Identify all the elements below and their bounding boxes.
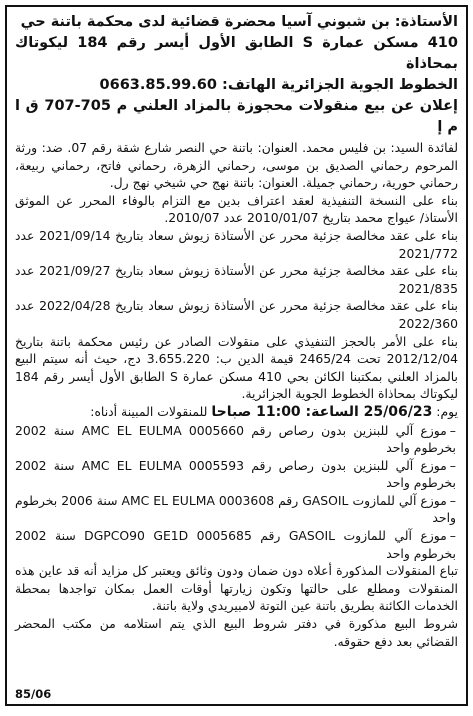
header-line-1: الأستاذة: بن شبوني آسيا محضرة قضائية لدى محكمة باتنة حي	[20, 14, 458, 30]
basis-paragraph-2: بناء على عقد مخالصة جزئية محرر عن الأستاذة زيوش سعاد بتاريخ 2021/09/14 عدد 2021/772	[15, 227, 459, 261]
header-line-3	[15, 75, 458, 96]
header-line-2: 410 مسكن عمارة S الطابق الأول أيسر رقم 184 ليكوتاك بمحاذاة	[15, 35, 458, 72]
items-list	[15, 422, 458, 563]
closing-paragraph-2: شروط البيع مذكورة في دفتر شروط البيع الذي يتم استلامه من مكتب المحضر القضائي بعد دفع حقوقه.	[15, 616, 458, 649]
list-item: –موزع آلي للبنزين بدون رصاص رقم AMC EL EULMA 0005593 سنة 2002 بخرطوم واحد	[15, 457, 456, 491]
sale-date-suffix: للمنقولات المبينة أدناه:	[90, 403, 208, 419]
sale-date-value: 25/06/23 الساعة: 11:00 صباحا	[211, 403, 433, 420]
footer-reference: 85/06	[15, 687, 52, 701]
addressee-paragraph: لفائدة السيد: بن فليس محمد. العنوان: باتنة حي النصر شارع شقة رقم 07. ضد: ورثة المرحوم رحماني الصديق بن موسى، رحماني الزهرة، رحماني فاتح، رحماني ربيعة، رحماني حورية، رحماني جميلة. العنوان: باتنة نهج حي شيخي نهج رل.	[15, 140, 458, 191]
order-paragraph: بناء على الأمر بالحجز التنفيذي على منقولات الصادر عن رئيس محكمة باتنة بتاريخ 2012/12/04 تحت 2465/24 قيمة الدين ب: 3.655.220 دج، حيث أنه سيتم البيع بالمزاد العلني بمكتبنا الكائن بحي 410 مسكن عمارة S الطابق الأول أيسر رقم 184 ليكوتاك بمحاذاة الخطوط الجوية الجزائرية.	[15, 333, 458, 402]
list-item: –موزع آلي للمازوت GASOIL رقم 0005685 DGPCO90 GE1D سنة 2002 بخرطوم واحد	[15, 528, 456, 561]
basis-paragraph-4: بناء على عقد مخالصة جزئية محرر عن الأستاذة زيوش سعاد بتاريخ 2022/04/28 عدد 2022/360	[15, 298, 459, 331]
basis-paragraph-3: بناء على عقد مخالصة جزئية محرر عن الأستاذة زيوش سعاد بتاريخ 2021/09/27 عدد 2021/835	[15, 263, 459, 296]
sale-date-prefix: يوم:	[436, 403, 458, 419]
legal-notice	[5, 5, 468, 706]
sale-date-line	[15, 403, 458, 422]
list-item: –موزع آلي للبنزين بدون رصاص رقم AMC EL EULMA 0005660 سنة 2002 بخرطوم واحد	[15, 422, 456, 456]
closing-paragraph-1: تباع المنقولات المذكورة أعلاه دون ضمان ودون وثائق ويعتبر كل مزايد أنه قد عاين هذه المنقولات ومطلع على حالتها وتكون زيارتها أوقات العمل بمكان تواجدها بمحطة الخدمات الكائنة بطريق باتنة عين التوتة لامبيريدي ولاية باتنة.	[15, 563, 458, 614]
header-sale-title: إعلان عن بيع منقولات محجوزة بالمزاد العلني م 705-707 ق ا م إ	[15, 98, 458, 135]
header-phone-label: الخطوط الجوية الجزائرية الهاتف:	[222, 77, 458, 93]
list-item: –موزع آلي للمازوت GASOIL رقم AMC EL EULMA 0003608 سنة 2006 بخرطوم واحد	[15, 492, 456, 526]
basis-paragraph-1: بناء على النسخة التنفيذية لعقد اعتراف بدين مع التزام بالوفاء المحرر عن الموثق الأستاذ/ عيواج محمد بتاريخ 2010/01/07 عدد 2010/07.	[15, 192, 458, 226]
header-phone: 0663.85.99.60	[99, 77, 217, 93]
